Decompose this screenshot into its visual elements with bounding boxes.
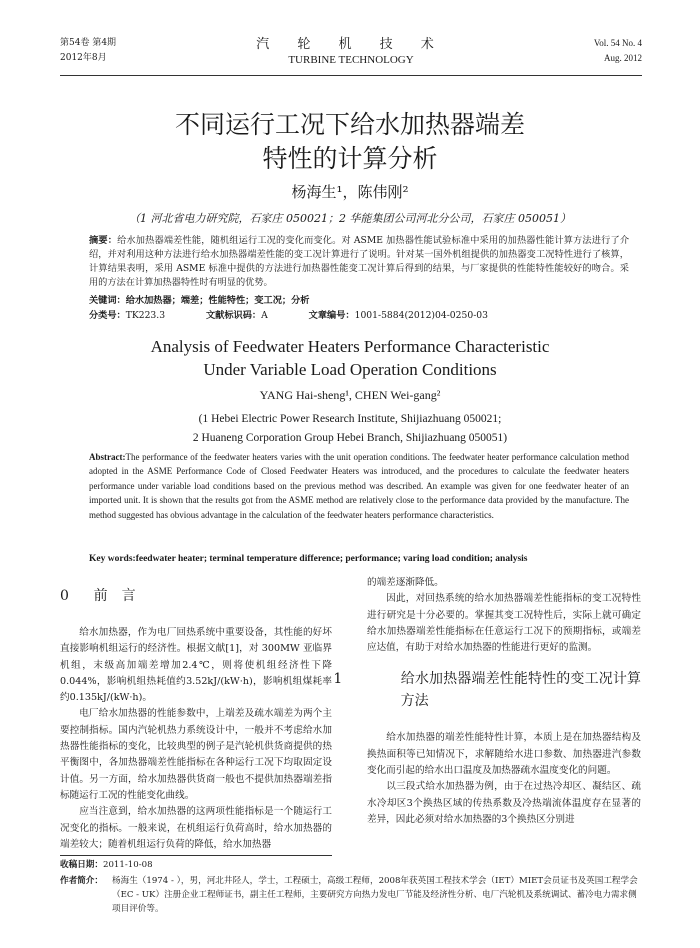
paragraph: 给水加热器，作为电厂回热系统中重要设备，其性能的好坏直接影响机组运行的经济性。根据文献[1]，对 300MW 亚临界机组，末级高加端差增加2.4℃，则将使机组经济性下降0.044%，影响机组热耗值约3.52kJ/(kW·h)，影响机组煤耗率约0.135kJ/(kW·h)。 xyxy=(60,627,332,704)
keywords-en-label: Key words: xyxy=(89,554,136,564)
abstract-cn-text: 给水加热器端差性能，随机组运行工况的变化而变化。对 ASME 加热器性能试验标准中采用的加热器性能计算方法进行了介绍，并对利用这种方法进行给水加热器端差性能的变工况计算进行了说明。针对某一国外机组提供的加热器变工况特性进行了核算，计算结果表明，采用 ASME 标准中提供的方法进行加热器性能变工况计算后得到的结果，与厂家提供的性能特性能较好的吻合。采用的方法在计算加热器特性时有明显的优势。 xyxy=(89,235,630,288)
date-en: Aug. 2012 xyxy=(604,53,642,63)
affiliation-en-line2: 2 Huaneng Corporation Group Hebei Branch, Shijiazhuang 050051) xyxy=(192,432,508,444)
keywords-cn xyxy=(89,294,629,308)
abstract-cn xyxy=(89,234,629,290)
title-cn-line1: 不同运行工况下给水加热器端差 xyxy=(174,110,525,139)
right-column xyxy=(333,575,641,828)
received-date: 2011-10-08 xyxy=(102,860,153,870)
footnote-author-bio xyxy=(60,874,642,916)
paragraph: 给水加热器的端差性能特性计算，本质上是在加热器结构及换热面积等已知情况下，求解随给水进口参数、加热器进汽参数变化而引起的给水出口温度及加热器疏水温度变化的问题。 xyxy=(367,732,641,777)
author-bio-label: 作者简介： xyxy=(60,876,103,886)
paragraph: 电厂给水加热器的性能参数中，上端差及疏水端差为两个主要控制指标。国内汽轮机热力系统设计中，一般并不考虑给水加热器性能指标的变化，比较典型的例子是汽轮机供货商提供的热平衡图中，各加热器端差性能指标在各种运行工况下均取固定设计值。另一方面，给水加热器供货商一般也不提供加热器端差指标随运行工况的性能变化曲线。 xyxy=(60,708,332,801)
keywords-cn-label: 关键词： xyxy=(89,295,126,306)
running-header xyxy=(60,36,642,76)
volume-cn: 第54卷 第4期 xyxy=(60,38,117,48)
article-id: 文章编号：1001-5884(2012)04-0250-03 xyxy=(308,310,488,321)
classification-cn xyxy=(89,309,629,323)
left-column xyxy=(60,575,332,853)
title-en xyxy=(0,335,700,381)
title-en-line1: Analysis of Feedwater Heaters Performance Characteristic xyxy=(150,337,550,356)
class-number: 分类号：TK223.3 xyxy=(89,310,166,321)
paragraph: 因此，对回热系统的给水加热器端差性能指标的变工况特性进行研究是十分必要的。掌握其变工况特性后，实际上就可确定给水加热器端差性能指标在任意运行工况下的预期指标，或端差应达值，有助于对给水加热器的性能进行更好的监测。 xyxy=(367,593,641,654)
affiliation-en-line1: (1 Hebei Electric Power Research Institute, Shijiazhuang 050021; xyxy=(198,413,502,425)
volume-en: Vol. 54 No. 4 xyxy=(593,38,642,48)
title-en-line2: Under Variable Load Operation Conditions xyxy=(203,360,497,379)
section-number: 1 xyxy=(333,671,343,688)
date-cn: 2012年8月 xyxy=(60,53,107,63)
title-cn xyxy=(0,108,700,176)
section-title: 前 言 xyxy=(93,588,136,604)
abstract-en xyxy=(89,450,629,522)
paragraph: 的端差逐渐降低。 xyxy=(367,577,444,588)
journal-name-en: TURBINE TECHNOLOGY xyxy=(288,54,414,66)
paragraph: 应当注意到，给水加热器的这两项性能指标是一个随运行工况变化的指标。一般来说，在机组运行负荷高时，给水加热器的端差较大；随着机组运行负荷的降低，给水加热器 xyxy=(60,806,332,850)
authors-en: YANG Hai-sheng¹, CHEN Wei-gang² xyxy=(259,388,441,402)
section-heading-0 xyxy=(60,585,332,607)
authors-cn: 杨海生¹，陈伟刚² xyxy=(291,183,409,201)
paragraph: 以三段式给水加热器为例，由于在过热冷却区、凝结区、疏水冷却区3个换热区域的传热系数及冷热端流体温度存在显著的差异，因此必须对给水加热器的3个换热区分别进 xyxy=(367,781,641,825)
footnote-divider xyxy=(60,855,332,856)
affiliation-en xyxy=(0,410,700,448)
section-title: 给水加热器端差性能特性的变工况计算方法 xyxy=(400,671,641,710)
header-center xyxy=(60,36,642,68)
title-cn-line2: 特性的计算分析 xyxy=(262,144,438,173)
abstract-en-label: Abstract: xyxy=(89,452,126,462)
abstract-en-text: The performance of the feedwater heaters varies with the unit operation conditions. The feedwater heater performance calculation method adopted in the ASME Performance Code of Closed Feedwater Heaters was introduced, and the procedures to calculate the feedwater heaters performance under variable load conditions based on the previous method was described. An example was given for one feedwater heater of an imported unit. It is shown that the results got from the ASME method are relatively close to the performance data provided by the manufacture. The method suggested has obvious advantage in the calculation of the feedwater heaters performance characteristics. xyxy=(89,452,629,520)
doc-code: 文献标识码：A xyxy=(205,310,268,321)
section-number: 0 xyxy=(60,588,69,604)
keywords-en-text: feedwater heater; terminal temperature difference; performance; varing load condition; analysis xyxy=(135,554,528,564)
abstract-cn-label: 摘要： xyxy=(89,235,118,246)
keywords-en xyxy=(89,552,629,566)
author-bio-text: 杨海生（1974 - ），男，河北井陉人，学士，工程硕士，高级工程师，2008年获英国工程技术学会（IET）MIET会员证书及英国工程学会（EC - UK）注册企业工程师证书，副主任工程师，主要研究方向热力发电厂节能及经济性分析、电厂汽轮机及系统调试、蓄冷电力需求侧项目评价等。 xyxy=(112,876,638,914)
header-right xyxy=(594,36,642,66)
footnote-received xyxy=(60,858,642,872)
journal-name-cn: 汽 轮 机 技 术 xyxy=(256,37,446,52)
section-heading-1 xyxy=(333,668,641,712)
received-label: 收稿日期： xyxy=(60,860,103,870)
keywords-cn-text: 给水加热器；端差；性能特性；变工况；分析 xyxy=(125,295,310,306)
affiliation-cn: （1 河北省电力研究院，石家庄 050021；2 华能集团公司河北分公司，石家庄 050051） xyxy=(129,212,571,225)
